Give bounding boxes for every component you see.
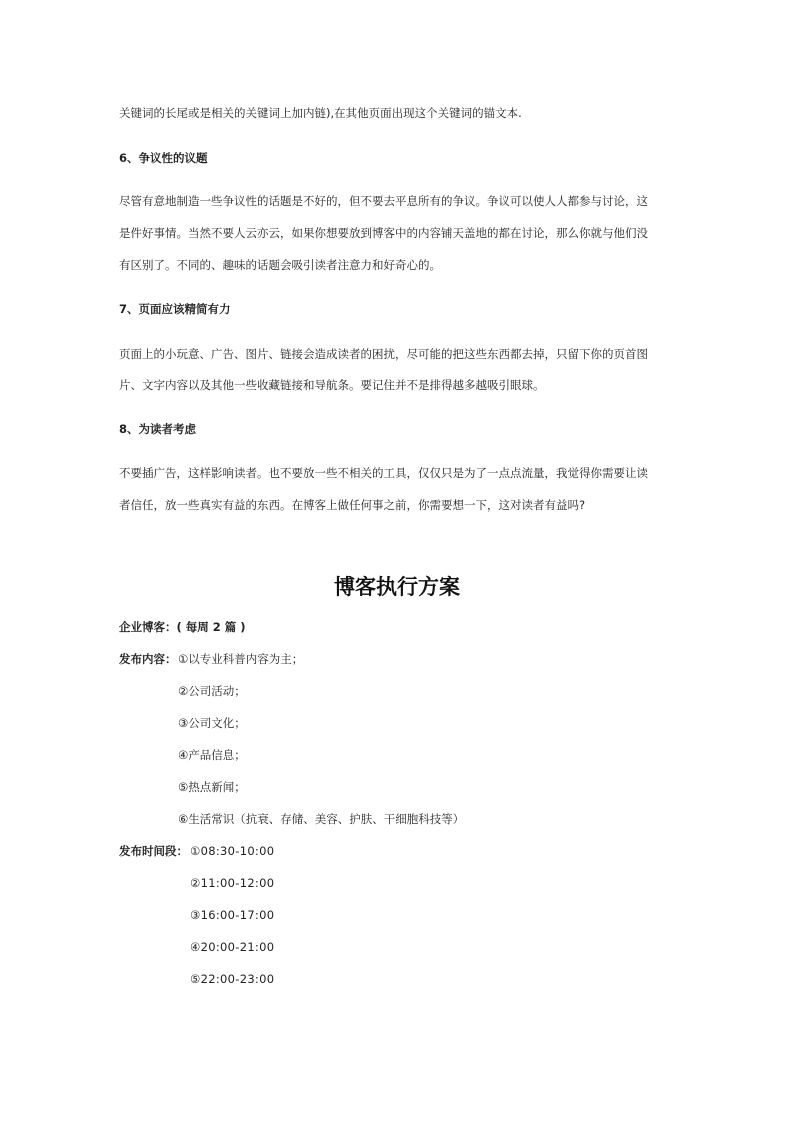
content-item: ⑥生活常识（抗衰、存储、美容、护肤、干细胞科技等） — [178, 812, 465, 826]
enterprise-blog-label: 企业博客：( 每周 2 篇 ) — [119, 620, 246, 634]
section-8-heading: 8、为读者考虑 — [119, 422, 197, 436]
content-item: ①以专业科普内容为主； — [178, 652, 304, 666]
plan-title: 博客执行方案 — [334, 575, 460, 599]
time-item: ②11:00-12:00 — [190, 876, 275, 890]
content-item: ④产品信息； — [178, 748, 246, 762]
section-7-line: 页面上的小玩意、广告、图片、链接会造成读者的困扰，尽可能的把这些东西都去掉，只留下你的页首图 — [119, 347, 648, 361]
time-item: ①08:30-10:00 — [190, 844, 275, 858]
time-label: 发布时间段： — [119, 844, 188, 858]
section-8-line: 者信任，放一些真实有益的东西。在博客上做任何事之前，你需要想一下，这对读者有益吗? — [119, 498, 586, 512]
time-item: ③16:00-17:00 — [190, 908, 275, 922]
time-item: ④20:00-21:00 — [190, 940, 275, 954]
section-6-line: 尽管有意地制造一些争议性的话题是不好的，但不要去平息所有的争议。争议可以使人人都参与讨论，这 — [119, 194, 648, 208]
time-item: ⑤22:00-23:00 — [190, 972, 275, 986]
content-label: 发布内容： — [119, 652, 177, 666]
section-7-line: 片、文字内容以及其他一些收藏链接和导航条。要记住并不是排得越多越吸引眼球。 — [119, 378, 545, 392]
content-item: ②公司活动； — [178, 684, 246, 698]
content-item: ⑤热点新闻； — [178, 780, 246, 794]
section-6-heading: 6、争议性的议题 — [119, 151, 208, 165]
content-item: ③公司文化； — [178, 716, 246, 730]
section-8-line: 不要插广告，这样影响读者。也不要放一些不相关的工具，仅仅只是为了一点点流量，我觉得你需要让读 — [119, 466, 648, 480]
section-6-line: 是件好事情。当然不要人云亦云，如果你想要放到博客中的内容铺天盖地的都在讨论，那么你就与他们没 — [119, 226, 648, 240]
section-7-heading: 7、页面应该精简有力 — [119, 302, 231, 316]
section-6-line: 有区别了。不同的、趣味的话题会吸引读者注意力和好奇心的。 — [119, 258, 441, 272]
intro-tail-text: 关键词的长尾或是相关的关键词上加内链),在其他页面出现这个关键词的锚文本. — [119, 106, 522, 120]
